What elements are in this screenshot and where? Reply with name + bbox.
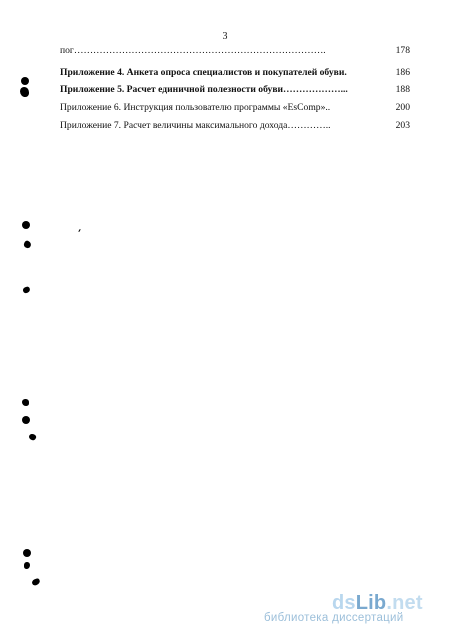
scan-mark: [20, 87, 29, 97]
toc-page: 186: [395, 67, 410, 78]
scan-mark: [23, 549, 31, 557]
scan-mark: [22, 286, 31, 294]
watermark-subtitle: библиотека диссертаций: [264, 612, 404, 624]
scan-tick: [78, 229, 80, 232]
scan-mark: [28, 433, 37, 442]
toc-page: 188: [395, 84, 410, 95]
toc-row: [60, 83, 410, 96]
scan-mark: [22, 399, 29, 406]
logo-part: Lib: [355, 592, 387, 614]
toc-title: Приложение 5. Расчет единичной полезности обуви………………...: [60, 84, 348, 95]
toc-page: 178: [395, 45, 410, 56]
toc-page: 200: [395, 102, 410, 113]
toc-row: [60, 44, 410, 57]
scan-mark: [22, 416, 30, 424]
scan-mark: [24, 562, 30, 569]
scan-mark: [23, 240, 32, 249]
toc-row: [60, 119, 410, 132]
toc-page: 203: [395, 120, 410, 131]
toc-title: Приложение 6. Инструкция пользователю программы «EsComp»..: [60, 102, 331, 113]
scan-mark: [22, 221, 30, 229]
page-number: 3: [222, 31, 228, 42]
toc-title: пог…………………………………………………………………….: [60, 45, 326, 56]
toc-row: [60, 66, 410, 79]
scan-mark: [31, 578, 41, 587]
logo-part: .net: [386, 592, 423, 614]
logo-part: ds: [332, 592, 356, 614]
toc-title: Приложение 7. Расчет величины максимального дохода…………..: [60, 120, 331, 131]
toc-title: Приложение 4. Анкета опроса специалистов и покупателей обуви.: [60, 67, 347, 78]
toc-row: [60, 101, 410, 114]
scan-mark: [21, 77, 29, 85]
